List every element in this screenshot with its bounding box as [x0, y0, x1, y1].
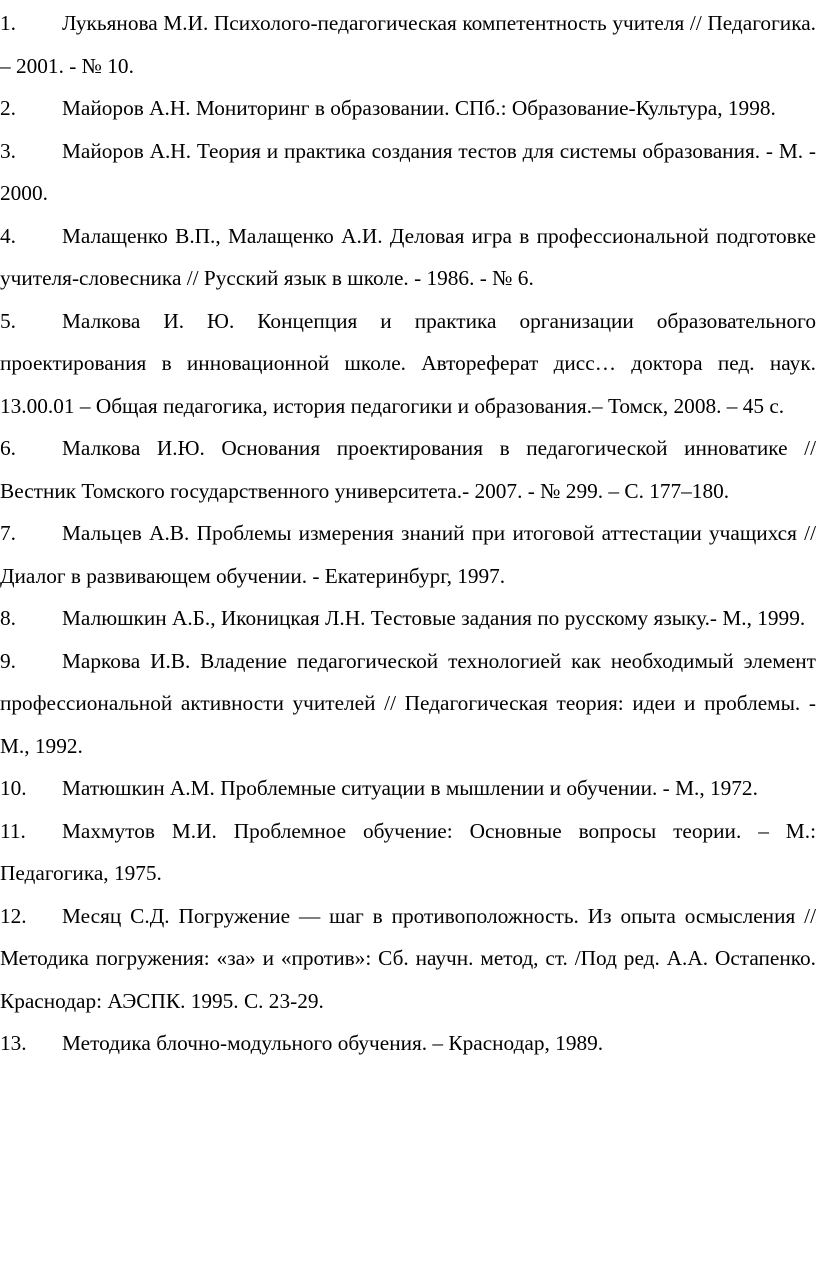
reference-number: 6.: [0, 436, 16, 460]
reference-item: [0, 2, 816, 87]
reference-number: 5.: [0, 308, 16, 333]
reference-number: 4.: [0, 223, 16, 248]
reference-text: Малащенко В.П., Малащенко А.И. Деловая игра в профессиональной подготовке учителя-словесника // Русский язык в школе. - 1986. - № 6.: [0, 223, 816, 290]
reference-text: Маркова И.В. Владение педагогической технологией как необходимый элемент профессиональной активности учителей // Педагогическая теория: идеи и проблемы. - М., 1992.: [0, 648, 816, 758]
reference-item: [0, 810, 816, 895]
reference-text: Малкова И. Ю. Концепция и практика организации образовательного проектирования в инновационной школе. Автореферат дисс… доктора пед. наук. 13.00.01 – Общая педагогика, история педагогики и образования.– Томск, 2008. – 45 с.: [0, 308, 816, 418]
reference-text: Лукьянова М.И. Психолого-педагогическая компетентность учителя // Педагогика. – 2001. - № 10.: [0, 11, 816, 78]
reference-text: Малкова И.Ю. Основания проектирования в педагогической инноватике // Вестник Томского государственного университета.- 2007. - № 299. – С. 177–180.: [0, 436, 816, 503]
reference-item: [0, 1022, 816, 1065]
reference-text: Майоров А.Н. Мониторинг в образовании. СПб.: Образование-Культура, 1998.: [62, 96, 776, 120]
reference-list: [0, 2, 816, 1065]
reference-number: 13.: [0, 1031, 27, 1055]
reference-text: Малюшкин А.Б., Иконицкая Л.Н. Тестовые задания по русскому языку.- М., 1999.: [62, 606, 806, 630]
reference-number: 11.: [0, 818, 26, 843]
reference-text: Матюшкин А.М. Проблемные ситуации в мышлении и обучении. - М., 1972.: [62, 776, 758, 800]
reference-item: [0, 300, 816, 428]
reference-item: [0, 427, 816, 512]
reference-item: [0, 640, 816, 768]
reference-item: [0, 130, 816, 215]
reference-number: 9.: [0, 648, 16, 673]
reference-number: 1.: [0, 11, 16, 35]
reference-item: [0, 512, 816, 597]
reference-item: [0, 767, 816, 810]
reference-item: [0, 87, 816, 130]
reference-text: Махмутов М.И. Проблемное обучение: Основные вопросы теории. – М.: Педагогика, 1975.: [0, 818, 816, 885]
reference-number: 10.: [0, 776, 27, 800]
reference-text: Методика блочно-модульного обучения. – Краснодар, 1989.: [62, 1031, 604, 1055]
reference-number: 12.: [0, 903, 27, 928]
reference-item: [0, 215, 816, 300]
reference-text: Мальцев А.В. Проблемы измерения знаний при итоговой аттестации учащихся // Диалог в развивающем обучении. - Екатеринбург, 1997.: [0, 521, 816, 588]
reference-number: 3.: [0, 138, 16, 163]
reference-item: [0, 597, 816, 640]
reference-item: [0, 895, 816, 1023]
reference-number: 2.: [0, 96, 16, 120]
reference-number: 7.: [0, 521, 16, 545]
reference-text: Майоров А.Н. Теория и практика создания тестов для системы образования. - М. - 2000.: [0, 138, 816, 205]
reference-text: Месяц С.Д. Погружение — шаг в противоположность. Из опыта осмысления // Методика погружения: «за» и «против»: Сб. научн. метод, ст. /Под ред. А.А. Остапенко. Краснодар: АЭСПК. 1995. С. 23-29.: [0, 903, 816, 1013]
reference-number: 8.: [0, 606, 16, 630]
